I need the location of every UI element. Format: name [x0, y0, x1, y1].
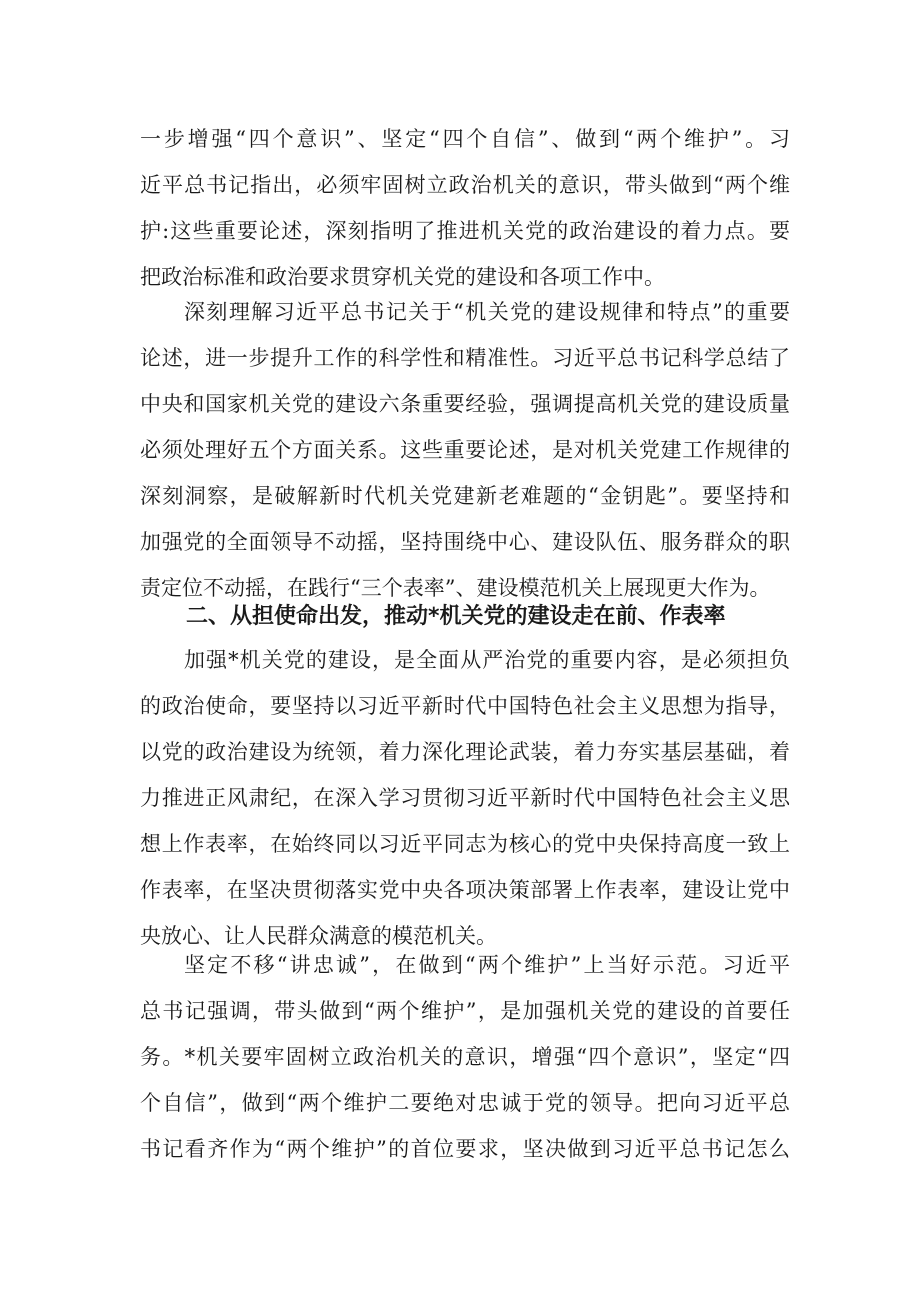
text-line: 深刻洞察，是破解新时代机关党建新老难题的“金钥匙”。要坚持和 [140, 484, 790, 508]
text-line: 护:这些重要论述，深刻指明了推进机关党的政治建设的着力点。要 [140, 219, 790, 243]
paragraph-3 [140, 637, 790, 959]
text-line: 个自信”，做到“两个维护二要绝对忠诚于党的领导。把向习近平总 [140, 1091, 790, 1115]
text-line: 的政治使命，要坚持以习近平新时代中国特色社会主义思想为指导， [140, 694, 790, 718]
text-line: 坚定不移“讲忠诚”，在做到“两个维护”上当好示范。习近平 [184, 953, 790, 977]
text-line: 以党的政治建设为统领，着力深化理论武装，着力夯实基层基础，着 [140, 740, 790, 764]
text-line: 书记看齐作为“两个维护”的首位要求，坚决做到习近平总书记怎么 [140, 1137, 790, 1161]
text-line: 总书记强调，带头做到“两个维护”，是加强机关党的建设的首要任 [140, 999, 790, 1023]
paragraph-1 [140, 116, 790, 300]
text-line: 加强党的全面领导不动摇，坚持围绕中心、建设队伍、服务群众的职 [140, 530, 790, 554]
text-line: 作表率，在坚决贯彻落实党中央各项决策部署上作表率，建设让党中 [140, 878, 790, 902]
text-line: 一步增强“四个意识”、坚定“四个自信”、做到“两个维护”。习 [140, 127, 790, 151]
text-line: 论述，进一步提升工作的科学性和精准性。习近平总书记科学总结了 [140, 346, 790, 370]
text-line: 近平总书记指出，必须牢固树立政治机关的意识，带头做到“两个维 [140, 173, 790, 197]
text-line: 责定位不动摇，在践行“三个表率”、建设模范机关上展现更大作为。 [140, 576, 771, 600]
section-heading: 二、从担使命出发，推动*机关党的建设走在前、作表率 [186, 604, 726, 629]
text-line: 深刻理解习近平总书记关于“机关党的建设规律和特点”的重要 [184, 300, 790, 324]
text-line: 必须处理好五个方面关系。这些重要论述，是对机关党建工作规律的 [140, 438, 790, 462]
paragraph-4 [140, 942, 790, 1172]
text-line: 中央和国家机关党的建设六条重要经验，强调提高机关党的建设质量 [140, 392, 790, 416]
text-line: 央放心、让人民群众满意的模范机关。 [140, 924, 497, 948]
text-line: 想上作表率，在始终同以习近平同志为核心的党中央保持高度一致上 [140, 832, 790, 856]
text-line: 把政治标准和政治要求贯穿机关党的建设和各项工作中。 [140, 265, 665, 289]
text-line: 力推进正风肃纪，在深入学习贯彻习近平新时代中国特色社会主义思 [140, 786, 790, 810]
text-line: 加强*机关党的建设，是全面从严治党的重要内容，是必须担负 [184, 648, 790, 672]
text-line: 务。*机关要牢固树立政治机关的意识，增强“四个意识”，坚定“四 [140, 1045, 790, 1069]
paragraph-2 [140, 289, 790, 611]
